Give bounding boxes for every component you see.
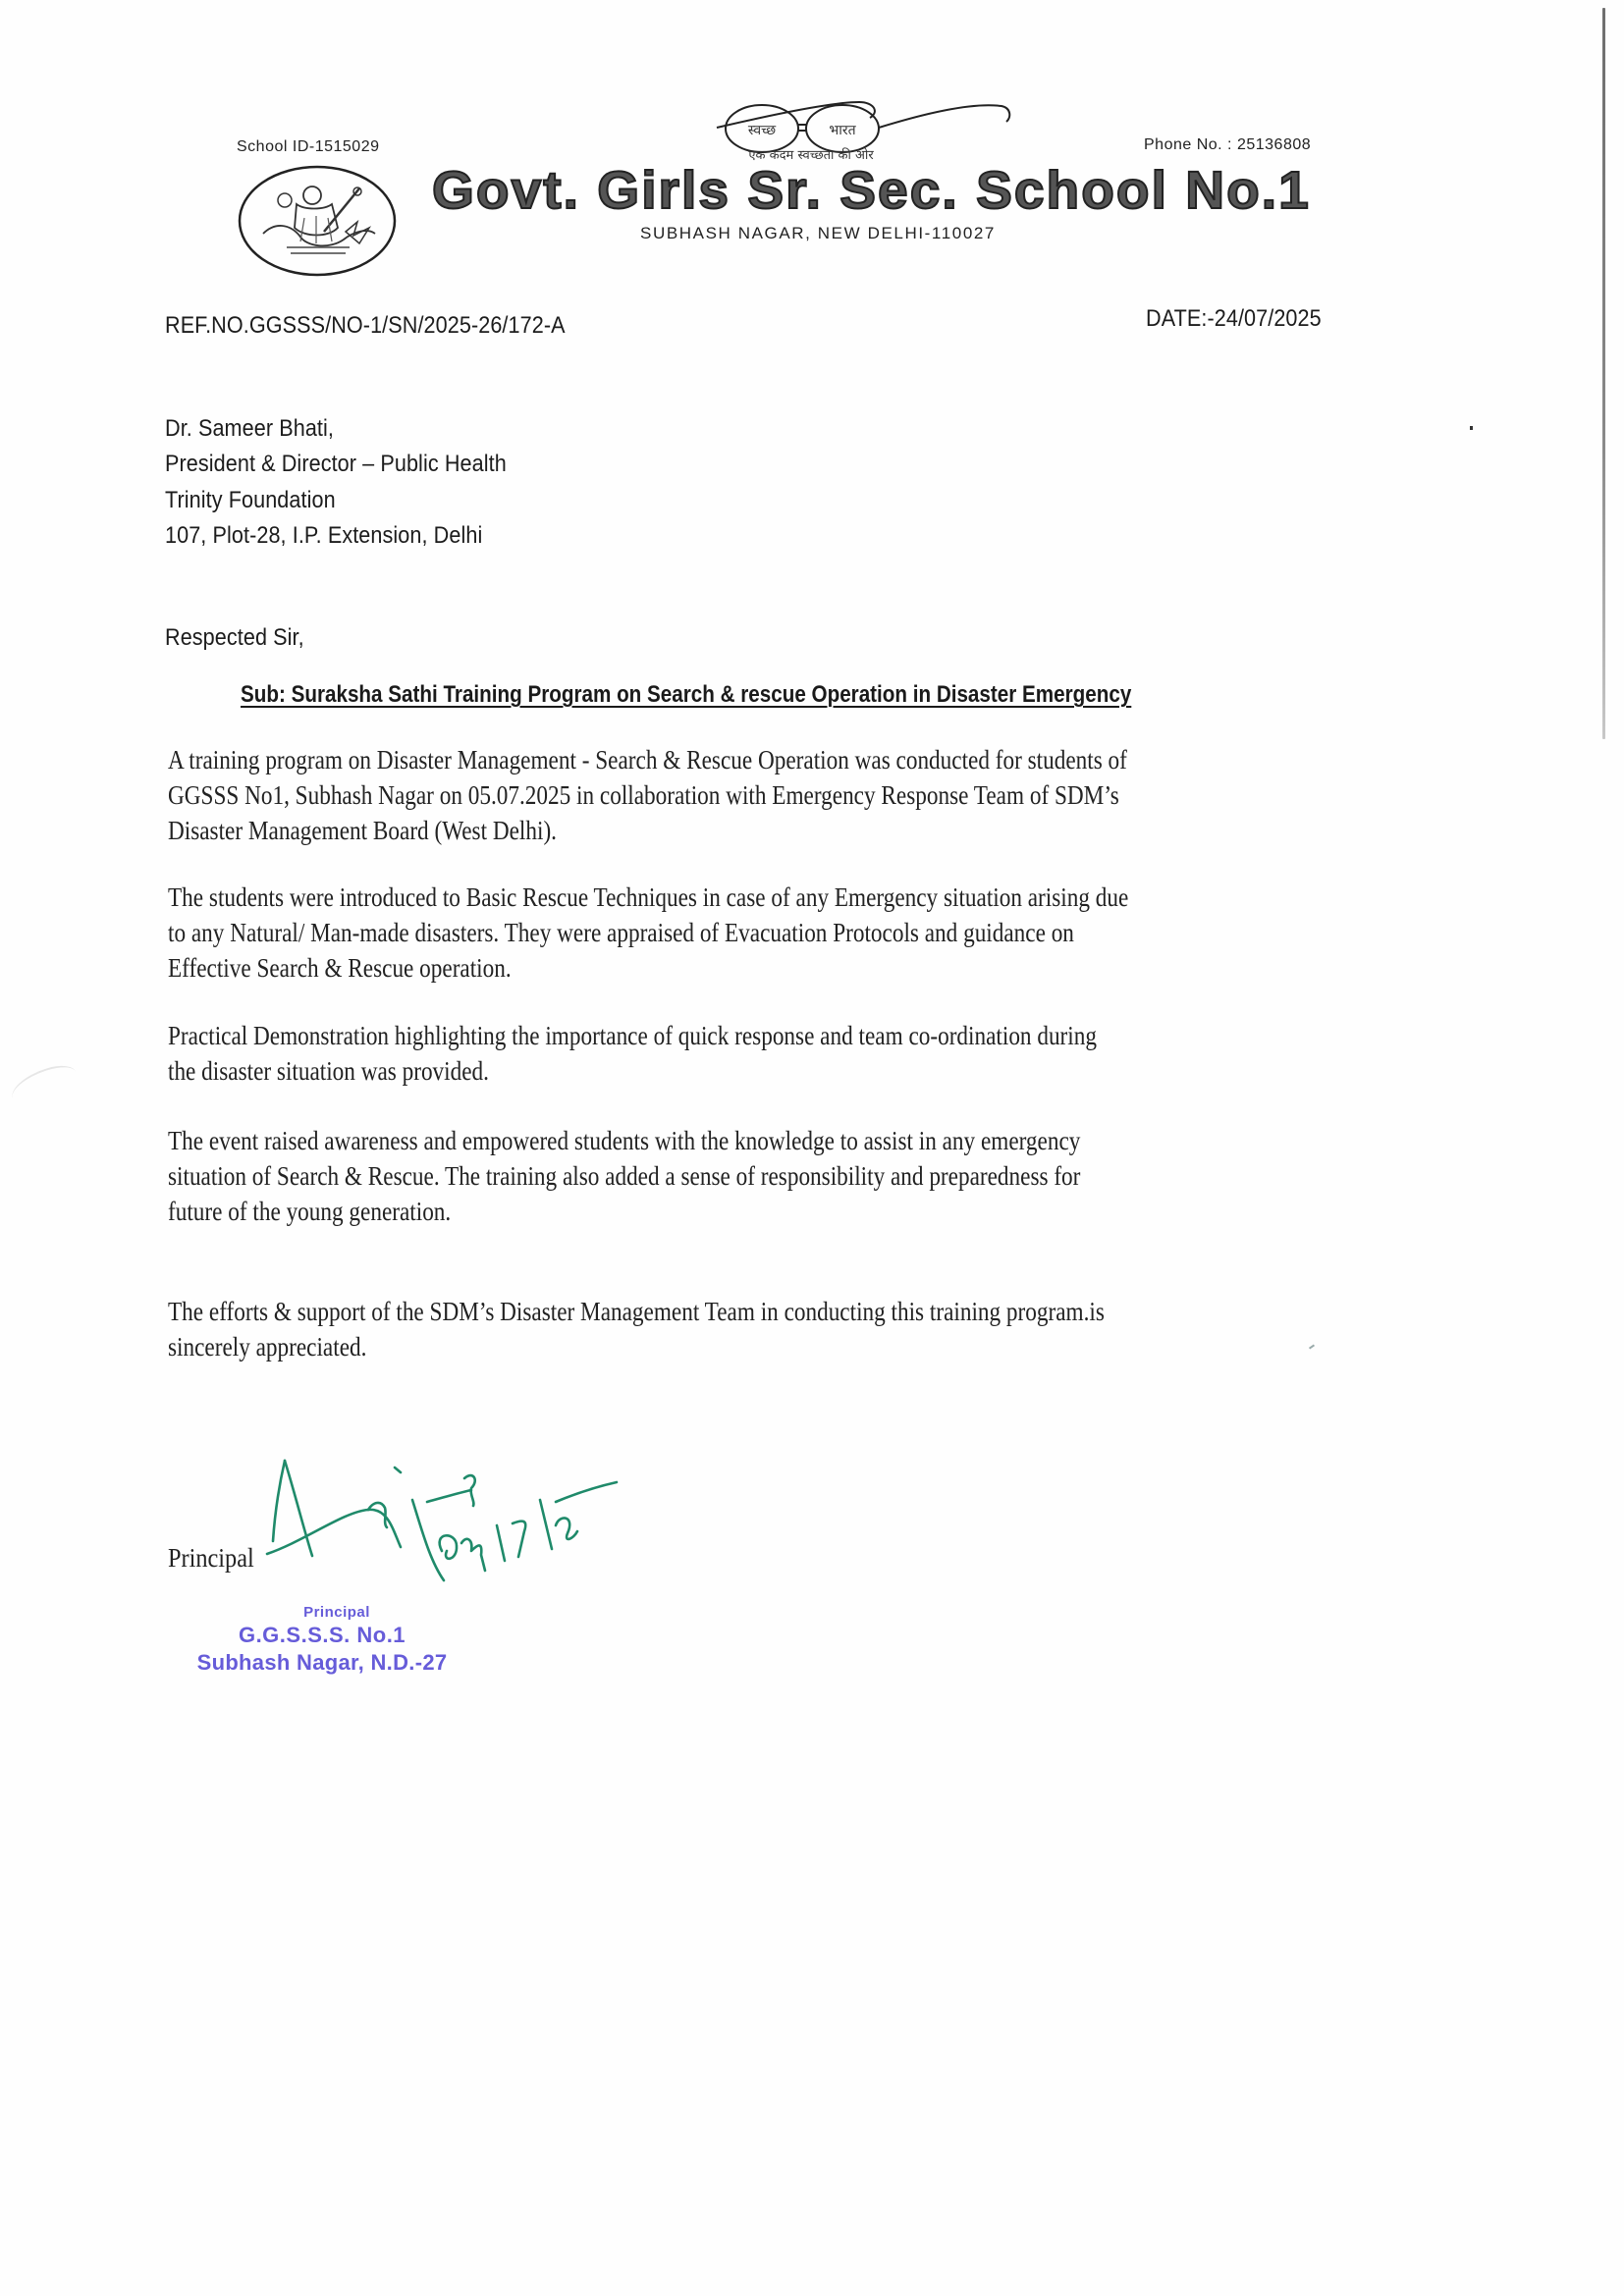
paragraph-line: Effective Search & Rescue operation. [168, 953, 512, 983]
paragraph-line: A training program on Disaster Management - Search & Rescue Operation was conducted for students of [168, 745, 1127, 774]
subject-line: Sub: Suraksha Sathi Training Program on Search & rescue Operation in Disaster Emergency [241, 681, 1132, 708]
scan-smudge [7, 1060, 81, 1111]
recipient-name: Dr. Sameer Bhati, [165, 415, 335, 442]
school-crest-icon [236, 163, 399, 279]
stamp-address: Subhash Nagar, N.D.-27 [196, 1650, 448, 1675]
school-name: Govt. Girls Sr. Sec. School No.1 [432, 161, 1311, 220]
school-id: School ID-1515029 [237, 138, 380, 155]
paragraph-line: sincerely appreciated. [168, 1332, 367, 1362]
principal-label: Principal [168, 1543, 254, 1573]
paragraph-line: GGSSS No1, Subhash Nagar on 05.07.2025 in collaboration with Emergency Response Team of SDM’s [168, 780, 1119, 810]
body-paragraph-3 [168, 1018, 1282, 1089]
stamp-title: Principal [303, 1604, 370, 1621]
swachh-right-text: भारत [829, 123, 856, 138]
paragraph-line: situation of Search & Rescue. The training also added a sense of responsibility and preparedness for [168, 1161, 1081, 1191]
salutation: Respected Sir, [165, 624, 304, 651]
swachh-left-text: स्वच्छ [747, 123, 777, 138]
handwritten-signature [265, 1453, 619, 1595]
paragraph-line: The students were introduced to Basic Rescue Techniques in case of any Emergency situation arising due [168, 882, 1129, 912]
phone-number: Phone No. : 25136808 [1144, 136, 1312, 153]
school-address: SUBHASH NAGAR, NEW DELHI-110027 [640, 224, 996, 242]
body-paragraph-2 [168, 880, 1282, 986]
recipient-address: 107, Plot-28, I.P. Extension, Delhi [165, 522, 483, 549]
body-paragraph-5 [168, 1294, 1282, 1364]
scan-mark [1309, 1344, 1315, 1349]
school-stamp [175, 1604, 469, 1676]
body-paragraph-1 [168, 742, 1282, 848]
recipient-organization: Trinity Foundation [165, 487, 336, 513]
paragraph-line: the disaster situation was provided. [168, 1056, 489, 1086]
letter-date: DATE:-24/07/2025 [1146, 305, 1322, 332]
paragraph-line: Practical Demonstration highlighting the importance of quick response and team co-ordination during [168, 1021, 1097, 1050]
recipient-title: President & Director – Public Health [165, 451, 507, 477]
paragraph-line: future of the young generation. [168, 1197, 452, 1226]
stamp-school: G.G.S.S.S. No.1 [238, 1623, 406, 1647]
body-paragraph-4 [168, 1123, 1282, 1229]
paragraph-line: The efforts & support of the SDM’s Disaster Management Team in conducting this training program.is [168, 1297, 1105, 1326]
paragraph-line: Disaster Management Board (West Delhi). [168, 816, 557, 845]
scan-dot [1470, 426, 1473, 430]
swachh-tagline: एक कदम स्वच्छता की ओर [748, 148, 874, 163]
reference-number: REF.NO.GGSSS/NO-1/SN/2025-26/172-A [165, 312, 566, 339]
paragraph-line: The event raised awareness and empowered students with the knowledge to assist in any emergency [168, 1126, 1081, 1155]
paragraph-line: to any Natural/ Man-made disasters. They were appraised of Evacuation Protocols and guidance on [168, 918, 1074, 947]
letterhead [0, 0, 1624, 285]
